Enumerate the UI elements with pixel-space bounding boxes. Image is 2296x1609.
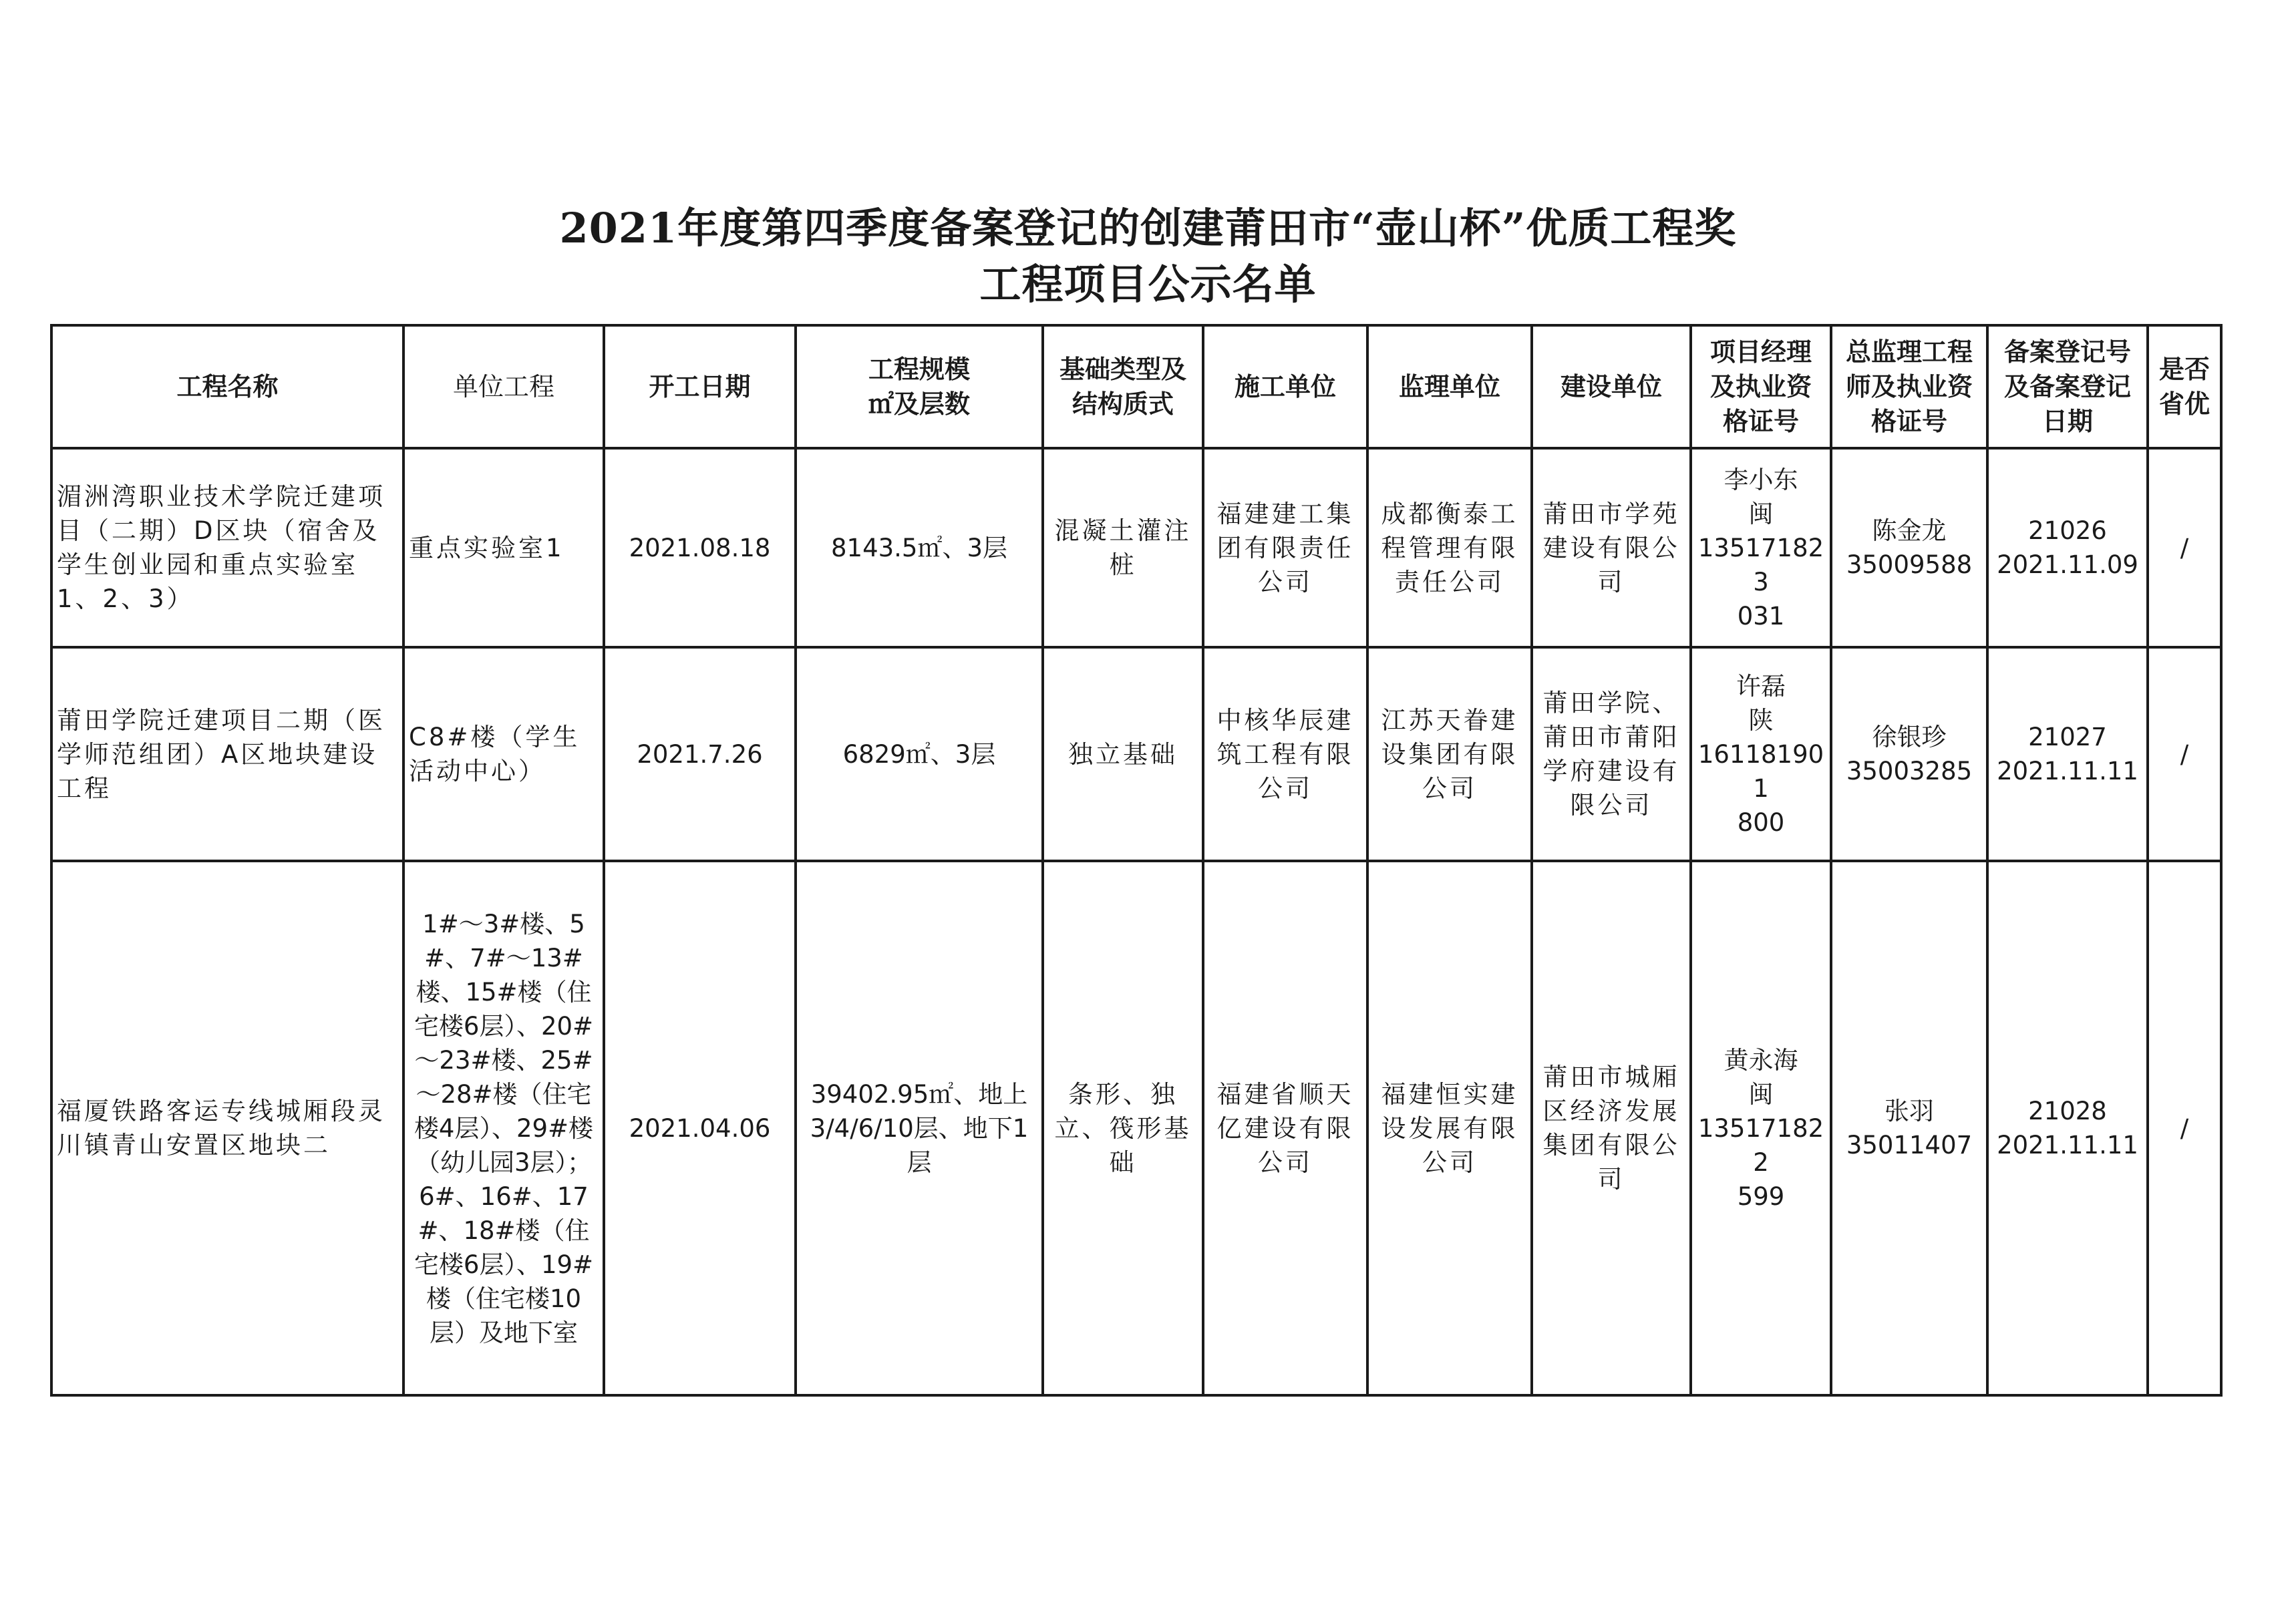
header-chief bbox=[1831, 325, 1987, 448]
cell-builder: 福建省顺天亿建设有限公司 bbox=[1203, 861, 1367, 1395]
manager-line: 许磊 bbox=[1736, 671, 1786, 701]
cell-provincial: / bbox=[2148, 861, 2221, 1395]
table-row bbox=[51, 448, 2221, 647]
header-record-line: 及备案登记 bbox=[2003, 372, 2131, 401]
header-provincial-line: 省优 bbox=[2158, 389, 2210, 419]
cell-chief bbox=[1831, 448, 1987, 647]
cell-record bbox=[1987, 448, 2148, 647]
record-line: 2021.11.11 bbox=[1997, 1131, 2138, 1159]
manager-line: 031 bbox=[1737, 601, 1785, 631]
header-chief-line: 格证号 bbox=[1870, 407, 1947, 436]
cell-scale: 6829㎡、3层 bbox=[796, 647, 1043, 861]
chief-line: 张羽 bbox=[1884, 1097, 1934, 1125]
chief-line: 陈金龙 bbox=[1872, 516, 1947, 545]
cell-unit: 重点实验室1 bbox=[403, 448, 604, 647]
manager-line: 陕 bbox=[1748, 705, 1774, 735]
header-supervisor: 监理单位 bbox=[1367, 325, 1532, 448]
manager-line: 135171822 bbox=[1697, 1113, 1824, 1177]
header-scale bbox=[796, 325, 1043, 448]
manager-line: 161181901 bbox=[1697, 739, 1824, 803]
record-line: 21028 bbox=[2028, 1097, 2107, 1125]
cell-manager bbox=[1691, 647, 1831, 861]
header-chief-line: 总监理工程 bbox=[1845, 337, 1973, 367]
cell-owner: 莆田市城厢区经济发展集团有限公司 bbox=[1532, 861, 1691, 1395]
table-row bbox=[51, 647, 2221, 861]
cell-unit: 1#～3#楼、5#、7#～13#楼、15#楼（住宅楼6层）、20#～23#楼、25#～28#楼（住宅楼4层）、29#楼（幼儿园3层）；6#、16#、17#、18#楼（住宅楼6层）、19#楼（住宅楼10层）及地下室 bbox=[403, 861, 604, 1395]
manager-line: 闽 bbox=[1748, 1079, 1774, 1109]
cell-supervisor: 福建恒实建设发展有限公司 bbox=[1367, 861, 1532, 1395]
header-owner: 建设单位 bbox=[1532, 325, 1691, 448]
cell-foundation: 条形、独立、筏形基础 bbox=[1043, 861, 1203, 1395]
header-manager-line: 项目经理 bbox=[1709, 337, 1812, 367]
project-table bbox=[50, 324, 2223, 1397]
header-row bbox=[51, 325, 2221, 448]
header-builder: 施工单位 bbox=[1203, 325, 1367, 448]
chief-line: 35003285 bbox=[1846, 757, 1973, 785]
cell-project-name: 湄洲湾职业技术学院迁建项目（二期）D区块（宿舍及学生创业园和重点实验室1、2、3） bbox=[51, 448, 403, 647]
cell-scale: 8143.5㎡、3层 bbox=[796, 448, 1043, 647]
chief-line: 徐银珍 bbox=[1872, 723, 1947, 751]
cell-supervisor: 成都衡泰工程管理有限责任公司 bbox=[1367, 448, 1532, 647]
header-start-date: 开工日期 bbox=[604, 325, 796, 448]
header-record-line: 备案登记号 bbox=[2003, 337, 2131, 367]
document-title bbox=[0, 200, 2296, 313]
cell-unit: C8#楼（学生活动中心） bbox=[403, 647, 604, 861]
cell-owner: 莆田学院、莆田市莆阳学府建设有限公司 bbox=[1532, 647, 1691, 861]
header-manager-line: 及执业资 bbox=[1709, 372, 1812, 401]
cell-chief bbox=[1831, 861, 1987, 1395]
title-line-1: 2021年度第四季度备案登记的创建莆田市“壶山杯”优质工程奖 bbox=[559, 204, 1737, 252]
cell-project-name: 福厦铁路客运专线城厢段灵川镇青山安置区地块二 bbox=[51, 861, 403, 1395]
cell-record bbox=[1987, 647, 2148, 861]
header-record-line: 日期 bbox=[2041, 407, 2093, 436]
header-provincial-line: 是否 bbox=[2158, 355, 2210, 384]
cell-scale: 39402.95㎡、地上3/4/6/10层、地下1层 bbox=[796, 861, 1043, 1395]
chief-line: 35011407 bbox=[1846, 1131, 1973, 1159]
manager-line: 李小东 bbox=[1724, 465, 1798, 494]
cell-supervisor: 江苏天眷建设集团有限公司 bbox=[1367, 647, 1532, 861]
table-row bbox=[51, 861, 2221, 1395]
record-line: 2021.11.11 bbox=[1997, 757, 2138, 785]
cell-foundation: 混凝土灌注桩 bbox=[1043, 448, 1203, 647]
cell-provincial: / bbox=[2148, 448, 2221, 647]
header-foundation bbox=[1043, 325, 1203, 448]
cell-project-name: 莆田学院迁建项目二期（医学师范组团）A区地块建设工程 bbox=[51, 647, 403, 861]
cell-manager bbox=[1691, 448, 1831, 647]
header-manager-line: 格证号 bbox=[1722, 407, 1799, 436]
header-foundation-line: 基础类型及 bbox=[1059, 355, 1186, 384]
manager-line: 135171823 bbox=[1697, 533, 1824, 596]
manager-line: 闽 bbox=[1748, 499, 1774, 528]
cell-foundation: 独立基础 bbox=[1043, 647, 1203, 861]
header-foundation-line: 结构质式 bbox=[1072, 389, 1174, 419]
title-line-2: 工程项目公示名单 bbox=[979, 260, 1317, 309]
header-provincial bbox=[2148, 325, 2221, 448]
cell-start-date: 2021.04.06 bbox=[604, 861, 796, 1395]
header-manager bbox=[1691, 325, 1831, 448]
header-unit: 单位工程 bbox=[403, 325, 604, 448]
record-line: 21026 bbox=[2028, 516, 2107, 545]
manager-line: 黄永海 bbox=[1724, 1045, 1798, 1075]
record-line: 21027 bbox=[2028, 723, 2107, 751]
cell-provincial: / bbox=[2148, 647, 2221, 861]
cell-record bbox=[1987, 861, 2148, 1395]
header-chief-line: 师及执业资 bbox=[1845, 372, 1973, 401]
header-name: 工程名称 bbox=[51, 325, 403, 448]
header-scale-line: 工程规模 bbox=[868, 355, 970, 384]
record-line: 2021.11.09 bbox=[1997, 550, 2138, 579]
manager-line: 800 bbox=[1737, 808, 1785, 837]
header-scale-line: ㎡及层数 bbox=[868, 389, 970, 419]
chief-line: 35009588 bbox=[1846, 550, 1973, 579]
cell-chief bbox=[1831, 647, 1987, 861]
cell-builder: 福建建工集团有限责任公司 bbox=[1203, 448, 1367, 647]
header-record bbox=[1987, 325, 2148, 448]
manager-line: 599 bbox=[1737, 1182, 1785, 1211]
cell-start-date: 2021.08.18 bbox=[604, 448, 796, 647]
cell-owner: 莆田市学苑建设有限公司 bbox=[1532, 448, 1691, 647]
cell-start-date: 2021.7.26 bbox=[604, 647, 796, 861]
cell-builder: 中核华辰建筑工程有限公司 bbox=[1203, 647, 1367, 861]
cell-manager bbox=[1691, 861, 1831, 1395]
